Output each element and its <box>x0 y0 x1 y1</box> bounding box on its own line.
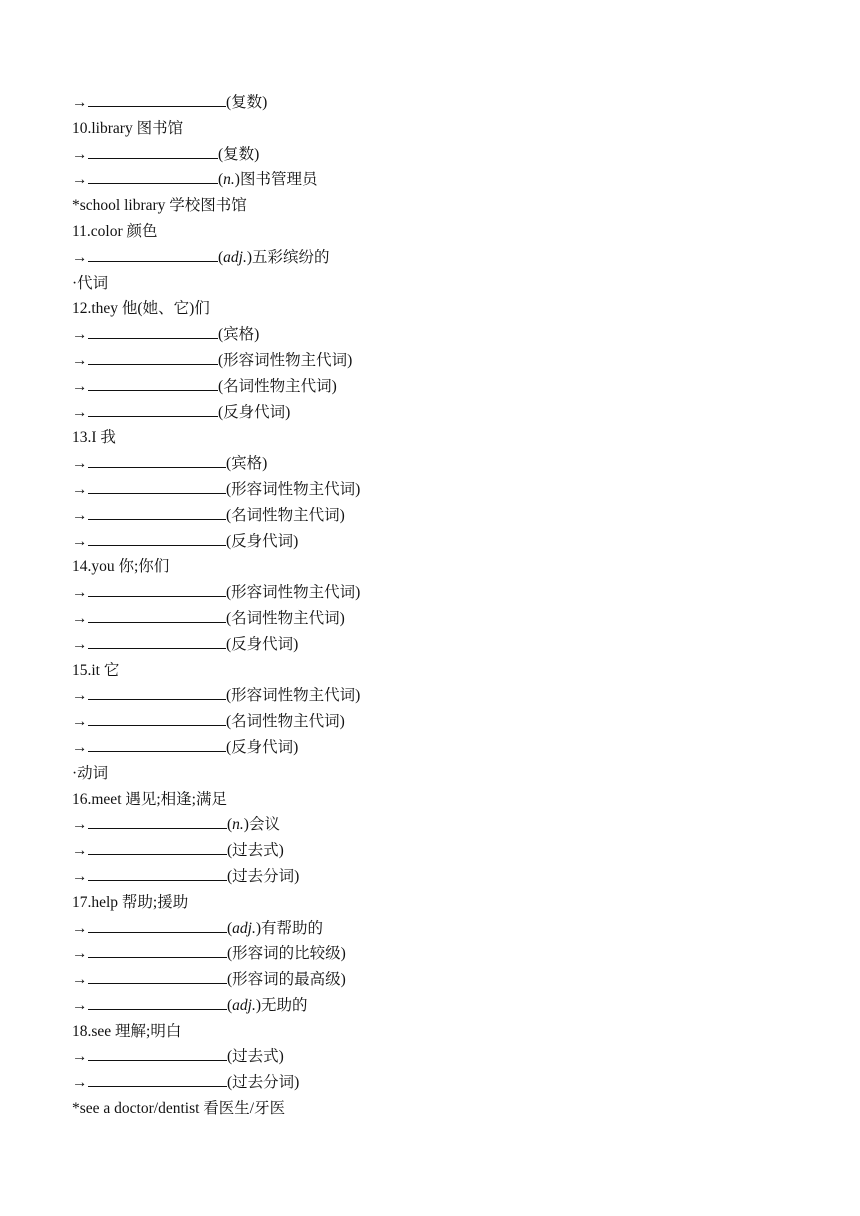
hint-open-paren: ( <box>218 377 224 395</box>
hint-open-paren: ( <box>227 816 233 834</box>
hint-open-paren: ( <box>227 842 233 860</box>
hint-open-paren: ( <box>226 687 232 705</box>
hint-open-paren: ( <box>226 532 232 550</box>
hint-text: 名词性物主代词) <box>231 609 345 627</box>
fill-in-line <box>72 90 832 116</box>
answer-blank[interactable] <box>88 943 227 958</box>
hint-text: 形容词性物主代词) <box>231 480 361 498</box>
answer-blank[interactable] <box>88 866 227 881</box>
part-of-speech-abbr: n. <box>223 171 235 189</box>
hint-open-paren: ( <box>227 996 233 1014</box>
arrow-icon: → <box>72 403 88 421</box>
fill-in-line <box>72 812 832 838</box>
arrow-icon: → <box>72 609 88 627</box>
hint-text: 复数) <box>231 94 268 111</box>
answer-blank[interactable] <box>88 995 227 1010</box>
answer-blank[interactable] <box>88 402 218 417</box>
hint-text: 形容词的最高级) <box>232 971 346 989</box>
arrow-icon: → <box>72 455 88 473</box>
note-text: *school library 学校图书馆 <box>72 197 247 215</box>
hint-text: 名词性物主代词) <box>223 377 337 395</box>
arrow-icon: → <box>72 532 88 550</box>
fill-in-line <box>72 451 832 477</box>
hint-text: 形容词的比较级) <box>232 945 346 963</box>
answer-blank[interactable] <box>88 350 218 365</box>
vocab-item-heading: 13.I 我 <box>72 429 116 447</box>
vocab-item-heading: 14.you 你;你们 <box>72 558 170 576</box>
hint-text: 宾格) <box>231 455 268 473</box>
answer-blank[interactable] <box>88 711 226 726</box>
hint-open-paren: ( <box>218 403 224 421</box>
answer-blank[interactable] <box>88 531 226 546</box>
arrow-icon: → <box>72 738 88 756</box>
fill-in-line <box>72 993 832 1019</box>
vocab-item-heading: 12.they 他(她、它)们 <box>72 300 210 318</box>
hint-open-paren: ( <box>226 506 232 524</box>
arrow-icon: → <box>72 94 88 111</box>
fill-in-line <box>72 1070 832 1096</box>
hint-open-paren: ( <box>226 713 232 731</box>
hint-text: 反身代词) <box>223 403 291 421</box>
arrow-icon: → <box>72 171 88 189</box>
hint-text: 过去分词) <box>232 1074 300 1092</box>
arrow-icon: → <box>72 945 88 963</box>
arrow-icon: → <box>72 996 88 1014</box>
arrow-icon: → <box>72 506 88 524</box>
fill-in-line <box>72 683 832 709</box>
part-of-speech-abbr: adj. <box>223 248 247 266</box>
answer-blank[interactable] <box>88 1046 227 1061</box>
answer-blank[interactable] <box>88 376 218 391</box>
answer-blank[interactable] <box>88 840 227 855</box>
hint-text: )会议 <box>243 816 280 834</box>
vocab-item-heading: 17.help 帮助;援助 <box>72 893 189 911</box>
part-of-speech-abbr: n. <box>232 816 244 834</box>
hint-open-paren: ( <box>226 94 232 111</box>
note-text: ·代词 <box>72 274 109 292</box>
vocab-item-heading: 10.library 图书馆 <box>72 119 184 137</box>
hint-open-paren: ( <box>226 609 232 627</box>
hint-open-paren: ( <box>226 635 232 653</box>
fill-in-line <box>72 1044 832 1070</box>
hint-open-paren: ( <box>218 326 224 344</box>
hint-open-paren: ( <box>218 248 224 266</box>
hint-text: 过去式) <box>232 842 284 860</box>
fill-in-line <box>72 167 832 193</box>
hint-text: 过去式) <box>232 1048 284 1066</box>
fill-in-line <box>72 606 832 632</box>
arrow-icon: → <box>72 867 88 885</box>
answer-blank[interactable] <box>88 814 227 829</box>
fill-in-line <box>72 477 832 503</box>
arrow-icon: → <box>72 584 88 602</box>
fill-in-line <box>72 709 832 735</box>
arrow-icon: → <box>72 971 88 989</box>
answer-blank[interactable] <box>88 169 218 184</box>
hint-text: 反身代词) <box>231 738 299 756</box>
answer-blank[interactable] <box>88 479 226 494</box>
hint-text: 形容词性物主代词) <box>231 584 361 602</box>
hint-open-paren: ( <box>227 945 233 963</box>
note-text: ·动词 <box>72 764 109 782</box>
worksheet-page <box>72 90 832 1122</box>
fill-in-line <box>72 580 832 606</box>
hint-text: 复数) <box>223 145 260 163</box>
hint-text: 形容词性物主代词) <box>223 351 353 369</box>
hint-text: )无助的 <box>255 996 308 1014</box>
answer-blank[interactable] <box>88 582 226 597</box>
part-of-speech-abbr: adj. <box>232 996 256 1014</box>
hint-text: )五彩缤纷的 <box>246 248 330 266</box>
arrow-icon: → <box>72 351 88 369</box>
answer-blank[interactable] <box>88 247 218 262</box>
vocab-item-heading: 11.color 颜色 <box>72 222 158 240</box>
answer-blank[interactable] <box>88 608 226 623</box>
fill-in-line <box>72 864 832 890</box>
arrow-icon: → <box>72 842 88 860</box>
fill-in-line <box>72 142 832 168</box>
fill-in-line <box>72 322 832 348</box>
fill-in-line <box>72 529 832 555</box>
arrow-icon: → <box>72 635 88 653</box>
hint-open-paren: ( <box>226 480 232 498</box>
hint-text: 过去分词) <box>232 867 300 885</box>
answer-blank[interactable] <box>88 1072 227 1087</box>
fill-in-line <box>72 838 832 864</box>
answer-blank[interactable] <box>88 324 218 339</box>
hint-text: 宾格) <box>223 326 260 344</box>
arrow-icon: → <box>72 1048 88 1066</box>
arrow-icon: → <box>72 377 88 395</box>
hint-text: 反身代词) <box>231 532 299 550</box>
hint-open-paren: ( <box>226 738 232 756</box>
answer-blank[interactable] <box>88 505 226 520</box>
hint-open-paren: ( <box>226 584 232 602</box>
hint-open-paren: ( <box>218 145 224 163</box>
arrow-icon: → <box>72 326 88 344</box>
part-of-speech-abbr: adj. <box>232 919 256 937</box>
fill-in-line <box>72 916 832 942</box>
hint-open-paren: ( <box>218 351 224 369</box>
answer-blank[interactable] <box>88 969 227 984</box>
vocab-item-heading: 15.it 它 <box>72 661 120 679</box>
hint-open-paren: ( <box>226 455 232 473</box>
arrow-icon: → <box>72 1074 88 1092</box>
hint-open-paren: ( <box>227 1074 233 1092</box>
hint-open-paren: ( <box>227 919 233 937</box>
arrow-icon: → <box>72 816 88 834</box>
answer-blank[interactable] <box>88 918 227 933</box>
answer-blank[interactable] <box>88 92 226 107</box>
hint-open-paren: ( <box>227 971 233 989</box>
arrow-icon: → <box>72 713 88 731</box>
hint-text: )有帮助的 <box>255 919 324 937</box>
fill-in-line <box>72 632 832 658</box>
fill-in-line <box>72 400 832 426</box>
hint-text: 形容词性物主代词) <box>231 687 361 705</box>
hint-open-paren: ( <box>227 867 233 885</box>
hint-text: )图书管理员 <box>234 171 318 189</box>
answer-blank[interactable] <box>88 634 226 649</box>
answer-blank[interactable] <box>88 453 226 468</box>
arrow-icon: → <box>72 248 88 266</box>
hint-text: 名词性物主代词) <box>231 713 345 731</box>
vocab-item-heading: 16.meet 遇见;相逢;满足 <box>72 790 227 808</box>
arrow-icon: → <box>72 145 88 163</box>
arrow-icon: → <box>72 687 88 705</box>
hint-text: 反身代词) <box>231 635 299 653</box>
answer-blank[interactable] <box>88 685 226 700</box>
arrow-icon: → <box>72 919 88 937</box>
answer-blank[interactable] <box>88 737 226 752</box>
hint-open-paren: ( <box>218 171 224 189</box>
hint-open-paren: ( <box>227 1048 233 1066</box>
answer-blank[interactable] <box>88 144 218 159</box>
fill-in-line <box>72 735 832 761</box>
fill-in-line <box>72 503 832 529</box>
vocab-item-heading: 18.see 理解;明白 <box>72 1022 182 1040</box>
arrow-icon: → <box>72 480 88 498</box>
fill-in-line <box>72 967 832 993</box>
hint-text: 名词性物主代词) <box>231 506 345 524</box>
fill-in-line <box>72 245 832 271</box>
fill-in-line <box>72 348 832 374</box>
note-text: *see a doctor/dentist 看医生/牙医 <box>72 1100 286 1118</box>
fill-in-line <box>72 941 832 967</box>
fill-in-line <box>72 374 832 400</box>
